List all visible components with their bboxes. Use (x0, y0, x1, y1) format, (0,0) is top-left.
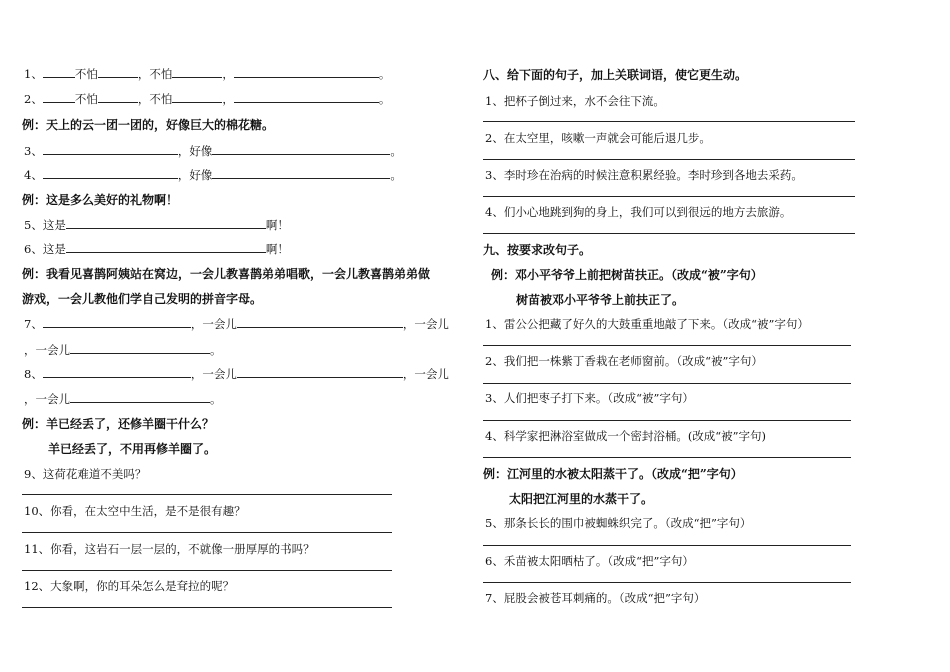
fill-line-8b: ，一会儿 。 (24, 392, 222, 406)
fill-line-2: 2、 不怕 ，不怕 ， 。 (24, 92, 391, 106)
conj-question-1: 1、把杯子倒过来，水不会往下流。 (485, 94, 665, 108)
blank[interactable] (212, 167, 390, 179)
transform-question-3: 3、人们把枣子打下来。（改成“被”字句） (485, 391, 694, 405)
answer-line[interactable] (483, 545, 851, 546)
blank[interactable] (43, 91, 75, 103)
transform-question-7: 7、屁股会被苍耳刺痛的。（改成“把”字句） (485, 591, 706, 605)
blank[interactable] (172, 66, 222, 78)
blank[interactable] (234, 66, 379, 78)
fill-line-7b: ，一会儿 。 (24, 343, 222, 357)
conj-question-4: 4、们小心地跳到狗的身上，我们可以到很远的地方去旅游。 (485, 205, 792, 219)
answer-line[interactable] (22, 607, 392, 608)
question-12: 12、大象啊，你的耳朵怎么是耷拉的呢？ (24, 579, 235, 593)
fill-line-4: 4、 ，好像 。 (24, 168, 402, 182)
answer-line[interactable] (22, 532, 392, 533)
blank[interactable] (43, 143, 178, 155)
blank[interactable] (212, 143, 390, 155)
conj-question-3: 3、李时珍在治病的时候注意积累经验。李时珍到各地去采药。 (485, 168, 803, 182)
conj-question-2: 2、在太空里，咳嗽一声就会可能后退几步。 (485, 131, 711, 145)
transform-question-1: 1、雷公公把藏了好久的大鼓重重地敲了下来。（改成“被”字句） (485, 317, 809, 331)
example-yihuier-line1: 例：我看见喜鹊阿姨站在窝边，一会儿教喜鹊弟弟唱歌，一会儿教喜鹊弟弟做 (22, 267, 431, 281)
answer-line[interactable] (483, 196, 855, 197)
transform-question-4: 4、科学家把淋浴室做成一个密封浴桶。(改成“被”字句) (485, 429, 767, 443)
question-11: 11、你看，这岩石一层一层的，不就像一册厚厚的书吗？ (24, 542, 315, 556)
example-rhetorical-a: 羊已经丢了，不用再修羊圈了。 (48, 442, 217, 456)
transform-question-6: 6、禾苗被太阳晒枯了。（改成“把”字句） (485, 554, 694, 568)
blank[interactable] (234, 91, 379, 103)
blank[interactable] (237, 366, 403, 378)
section-8-heading: 八、给下面的句子，加上关联词语，使它更生动。 (483, 68, 748, 82)
example-bei-answer: 树苗被邓小平爷爷上前扶正了。 (516, 293, 685, 307)
example-rhetorical-q: 例：羊已经丢了，还修羊圈干什么？ (22, 417, 215, 431)
answer-line[interactable] (22, 570, 392, 571)
blank[interactable] (43, 167, 178, 179)
example-yihuier-line2: 游戏，一会儿教他们学自己发明的拼音字母。 (22, 292, 263, 306)
example-haoxiang: 例：天上的云一团一团的，好像巨大的棉花糖。 (22, 118, 275, 132)
blank[interactable] (70, 342, 210, 354)
blank[interactable] (98, 66, 138, 78)
answer-line[interactable] (483, 582, 851, 583)
answer-line[interactable] (483, 420, 851, 421)
fill-line-1: 1、 不怕 ，不怕 ， 。 (24, 67, 391, 81)
blank[interactable] (43, 366, 191, 378)
transform-question-2: 2、我们把一株紫丁香栽在老师窗前。（改成“被”字句） (485, 354, 763, 368)
example-bei-original: 例：邓小平爷爷上前把树苗扶正。（改成“被”字句） (491, 268, 763, 282)
blank[interactable] (237, 316, 403, 328)
section-9-heading: 九、按要求改句子。 (483, 243, 592, 257)
blank[interactable] (172, 91, 222, 103)
answer-line[interactable] (483, 383, 851, 384)
blank[interactable] (98, 91, 138, 103)
answer-line[interactable] (22, 494, 392, 495)
answer-line[interactable] (483, 457, 851, 458)
fill-line-7: 7、 ，一会儿 ，一会儿 (24, 317, 449, 331)
question-9: 9、这荷花难道不美吗？ (24, 467, 147, 481)
fill-line-5: 5、这是 啊！ (24, 218, 289, 232)
example-a: 例：这是多么美好的礼物啊！ (22, 193, 179, 207)
question-10: 10、你看，在太空中生活，是不是很有趣？ (24, 504, 246, 518)
blank[interactable] (43, 316, 191, 328)
answer-line[interactable] (483, 121, 855, 122)
blank[interactable] (43, 66, 75, 78)
blank[interactable] (70, 391, 210, 403)
answer-line[interactable] (483, 233, 855, 234)
answer-line[interactable] (483, 345, 851, 346)
blank[interactable] (66, 241, 266, 253)
example-ba-original: 例：江河里的水被太阳蒸干了。（改成“把”字句） (483, 467, 743, 481)
blank[interactable] (66, 217, 266, 229)
example-ba-answer: 太阳把江河里的水蒸干了。 (509, 492, 654, 506)
transform-question-5: 5、那条长长的围巾被蜘蛛织完了。（改成“把”字句） (485, 516, 752, 530)
answer-line[interactable] (483, 159, 855, 160)
fill-line-8: 8、 ，一会儿 ，一会儿 (24, 367, 449, 381)
fill-line-3: 3、 ，好像 。 (24, 144, 402, 158)
fill-line-6: 6、这是 啊！ (24, 242, 289, 256)
